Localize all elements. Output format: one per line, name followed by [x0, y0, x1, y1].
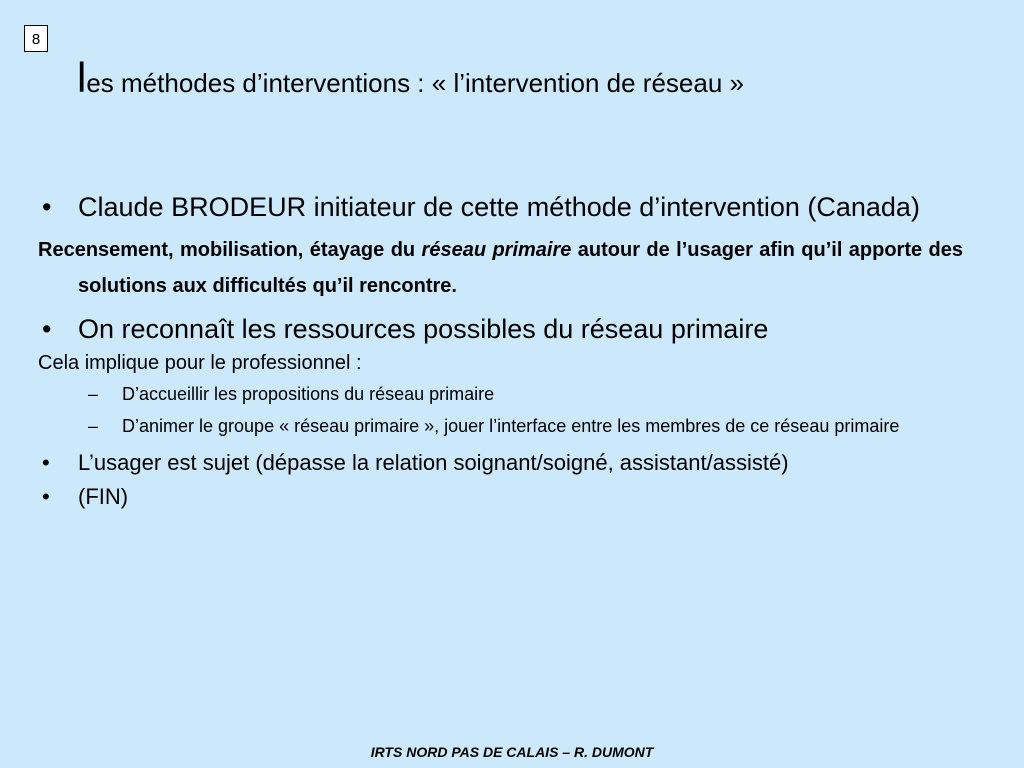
bold-paragraph-part: autour de l’usager afin qu’il apporte des solutions aux difficultés qu’il rencontre. — [78, 239, 964, 297]
sub-item-text: D’accueillir les propositions du réseau primaire — [122, 384, 495, 404]
dash-icon: – — [88, 384, 99, 404]
bullet-text: On reconnaît les ressources possibles du réseau primaire — [78, 314, 769, 344]
title-initial: l — [77, 54, 87, 101]
bold-paragraph-italic: réseau primaire — [421, 239, 572, 261]
sub-item-text: D’animer le groupe « réseau primaire », jouer l’interface entre les membres de ce réseau primaire — [122, 416, 900, 436]
bullet-icon: • — [42, 484, 50, 509]
bullet-item — [38, 188, 963, 226]
slide-content — [38, 188, 963, 513]
title-rest: es méthodes d’interventions : « l’intervention de réseau » — [86, 68, 744, 98]
sub-item — [38, 382, 963, 407]
sub-item — [38, 414, 963, 439]
bullet-item — [38, 447, 963, 479]
implies-line: Cela implique pour le professionnel : — [38, 352, 362, 374]
bullet-icon: • — [42, 450, 50, 475]
footer: IRTS NORD PAS DE CALAIS – R. DUMONT — [370, 744, 654, 760]
bold-paragraph-part: Recensement, mobilisation, étayage du — [38, 239, 422, 261]
bold-paragraph — [38, 232, 963, 304]
bullet-item — [38, 481, 963, 513]
bullet-text: Claude BRODEUR initiateur de cette méthode d’intervention (Canada) — [78, 192, 920, 222]
dash-icon: – — [88, 416, 99, 436]
bullet-item — [38, 310, 963, 348]
bullet-text: L’usager est sujet (dépasse la relation soignant/soigné, assistant/assisté) — [78, 450, 789, 475]
bullet-icon: • — [42, 314, 52, 344]
bullet-icon: • — [42, 192, 52, 222]
bullet-text: (FIN) — [78, 484, 129, 509]
page-number: 8 — [24, 25, 48, 52]
slide-title — [77, 54, 744, 103]
